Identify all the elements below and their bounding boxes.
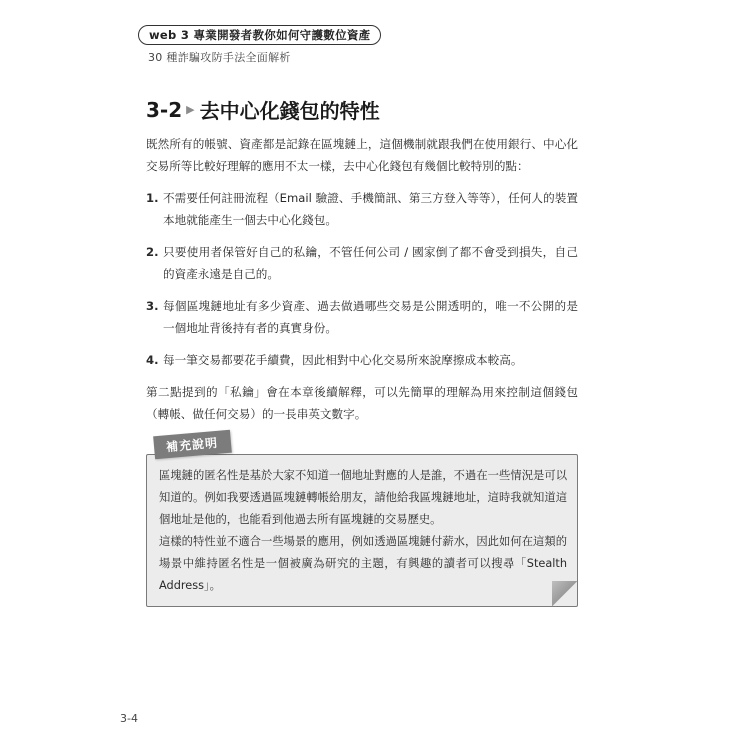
list-item [146,349,578,371]
note-tab-label: 補充說明 [153,430,232,460]
section-heading [146,95,380,124]
note-box [146,454,578,607]
feature-list [146,187,578,371]
intro-paragraph: 既然所有的帳號、資產都是記錄在區塊鏈上，這個機制就跟我們在使用銀行、中心化交易所等比較好理解的應用不太一樣，去中心化錢包有幾個比較特別的點： [146,137,578,173]
section-number: 3-2 [146,97,183,122]
page-number: 3-4 [120,712,138,725]
closing-paragraph: 第二點提到的「私鑰」會在本章後續解釋，可以先簡單的理解為用來控制這個錢包（轉帳、做任何交易）的一長串英文數字。 [146,385,578,421]
list-item-number: 2. [146,245,159,259]
note-paragraph: 區塊鏈的匿名性是基於大家不知道一個地址對應的人是誰，不過在一些情況是可以知道的。例如我要透過區塊鏈轉帳給朋友，請他給我區塊鏈地址，這時我就知道這個地址是他的，也能看到他過去所有區塊鏈的交易歷史。 [159,469,567,526]
triangle-arrow-icon: ▶ [186,103,195,116]
list-item [146,241,578,285]
list-item [146,187,578,231]
list-item-number: 3. [146,299,159,313]
book-title: web 3 專業開發者教你如何守護數位資產 [138,25,381,45]
list-item-text: 每一筆交易都要花手續費，因此相對中心化交易所來說摩擦成本較高。 [163,353,523,367]
section-title: 去中心化錢包的特性 [199,99,380,123]
note-paragraph: 這樣的特性並不適合一些場景的應用，例如透過區塊鏈付薪水，因此如何在這類的場景中維持匿名性是一個被廣為研究的主題，有興趣的讀者可以搜尋「Stealth Address」。 [159,535,567,592]
running-header [138,24,381,65]
note-text [159,465,567,597]
list-item-text: 每個區塊鏈地址有多少資產、過去做過哪些交易是公開透明的，唯一不公開的是一個地址背後持有者的真實身份。 [163,299,578,335]
list-item [146,295,578,339]
list-item-text: 不需要任何註冊流程（Email 驗證、手機簡訊、第三方登入等等），任何人的裝置本地就能產生一個去中心化錢包。 [163,191,578,227]
list-item-number: 4. [146,353,159,367]
list-item-number: 1. [146,191,159,205]
page-curl-icon [552,581,578,607]
list-item-text: 只要使用者保管好自己的私鑰，不管任何公司 / 國家倒了都不會受到損失，自己的資產永遠是自己的。 [163,245,578,281]
body-content [146,133,578,435]
book-subtitle: 30 種詐騙攻防手法全面解析 [148,51,291,64]
